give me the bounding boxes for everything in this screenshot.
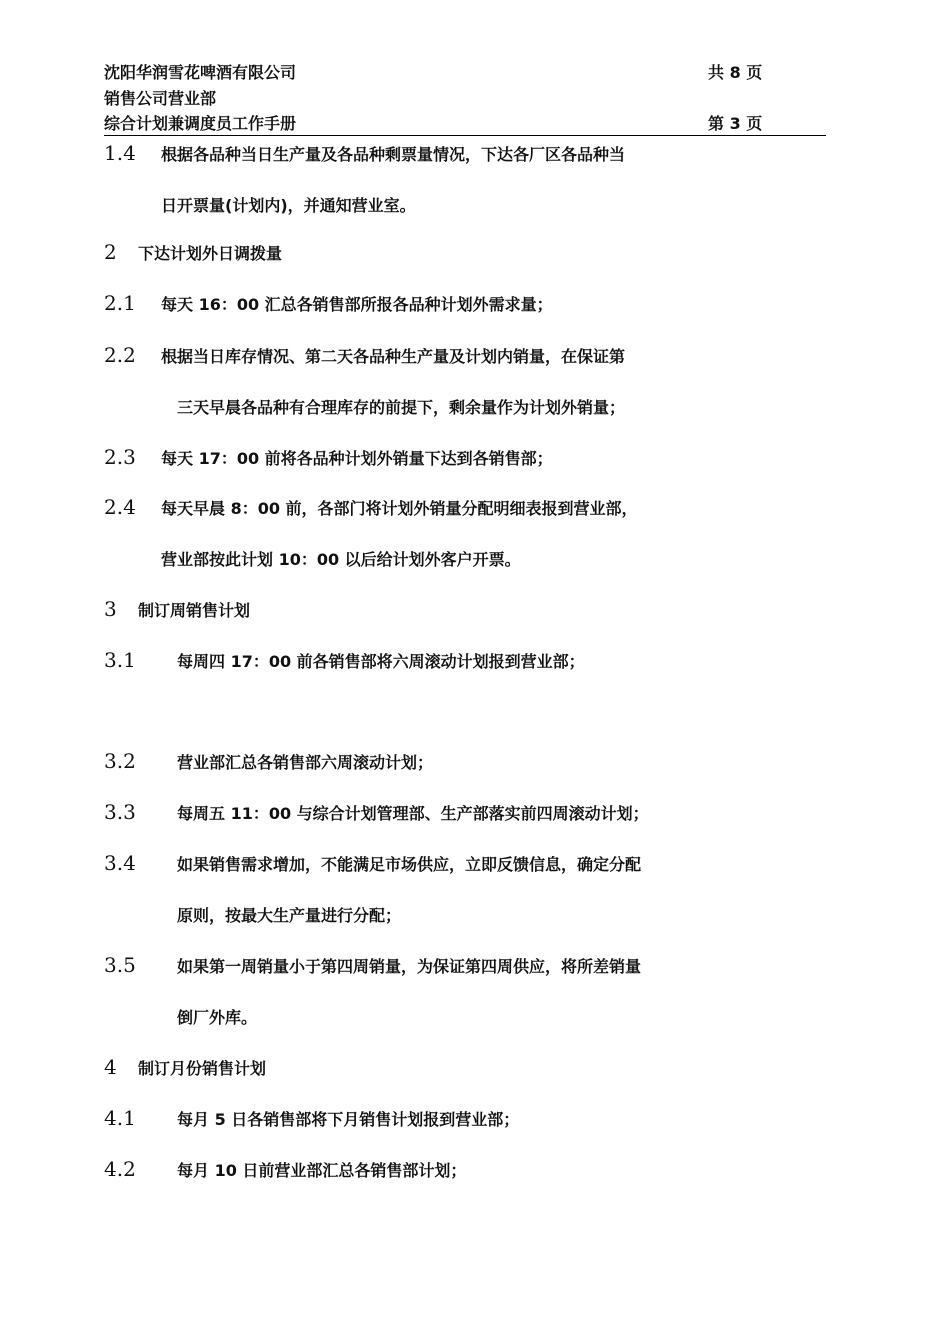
item-text: 原则，按最大生产量进行分配； bbox=[177, 906, 402, 925]
section-title: 下达计划外日调拨量 bbox=[138, 244, 283, 263]
item-number: 2.1 bbox=[104, 291, 136, 315]
item-number: 4.1 bbox=[104, 1106, 136, 1130]
item-number: 2.2 bbox=[104, 343, 136, 367]
section-title: 制订周销售计划 bbox=[138, 601, 251, 620]
item-text: 如果第一周销量小于第四周销量，为保证第四周供应，将所差销量 bbox=[177, 957, 642, 976]
section-title: 制订月份销售计划 bbox=[138, 1059, 267, 1078]
item-text: 每天 17：00 前将各品种计划外销量下达到各销售部； bbox=[161, 449, 553, 468]
item-number: 3.2 bbox=[104, 749, 136, 773]
company-name: 沈阳华润雪花啤酒有限公司 bbox=[104, 63, 297, 82]
item-text: 每天 16：00 汇总各销售部所报各品种计划外需求量； bbox=[161, 295, 553, 314]
item-text: 日开票量(计划内)，并通知营业室。 bbox=[161, 196, 416, 215]
item-number: 2 bbox=[104, 240, 117, 264]
department-name: 销售公司营业部 bbox=[104, 89, 217, 108]
item-text: 每天早晨 8：00 前，各部门将计划外销量分配明细表报到营业部， bbox=[161, 499, 638, 518]
item-number: 3.3 bbox=[104, 800, 136, 824]
item-number: 3 bbox=[104, 597, 117, 621]
item-text: 根据各品种当日生产量及各品种剩票量情况，下达各厂区各品种当 bbox=[161, 145, 626, 164]
item-number: 1.4 bbox=[104, 141, 136, 165]
item-number: 4 bbox=[104, 1055, 117, 1079]
item-text: 倒厂外库。 bbox=[177, 1008, 258, 1027]
item-number: 3.4 bbox=[104, 851, 136, 875]
manual-title: 综合计划兼调度员工作手册 bbox=[104, 114, 297, 133]
header-divider bbox=[104, 135, 826, 136]
item-number: 2.4 bbox=[104, 495, 136, 519]
item-number: 2.3 bbox=[104, 445, 136, 469]
item-text: 营业部按此计划 10：00 以后给计划外客户开票。 bbox=[161, 550, 521, 569]
item-text: 每周五 11：00 与综合计划管理部、生产部落实前四周滚动计划； bbox=[177, 804, 649, 823]
current-page: 第 3 页 bbox=[708, 114, 763, 133]
item-text: 每周四 17：00 前各销售部将六周滚动计划报到营业部； bbox=[177, 652, 585, 671]
item-text: 三天早晨各品种有合理库存的前提下，剩余量作为计划外销量； bbox=[177, 398, 626, 417]
item-text: 每月 10 日前营业部汇总各销售部计划； bbox=[177, 1161, 467, 1180]
item-text: 每月 5 日各销售部将下月销售计划报到营业部； bbox=[177, 1110, 520, 1129]
item-text: 如果销售需求增加，不能满足市场供应，立即反馈信息，确定分配 bbox=[177, 855, 642, 874]
item-text: 营业部汇总各销售部六周滚动计划； bbox=[177, 753, 434, 772]
item-number: 3.5 bbox=[104, 953, 136, 977]
item-text: 根据当日库存情况、第二天各品种生产量及计划内销量，在保证第 bbox=[161, 347, 626, 366]
total-pages: 共 8 页 bbox=[708, 63, 763, 82]
item-number: 3.1 bbox=[104, 648, 136, 672]
item-number: 4.2 bbox=[104, 1157, 136, 1181]
